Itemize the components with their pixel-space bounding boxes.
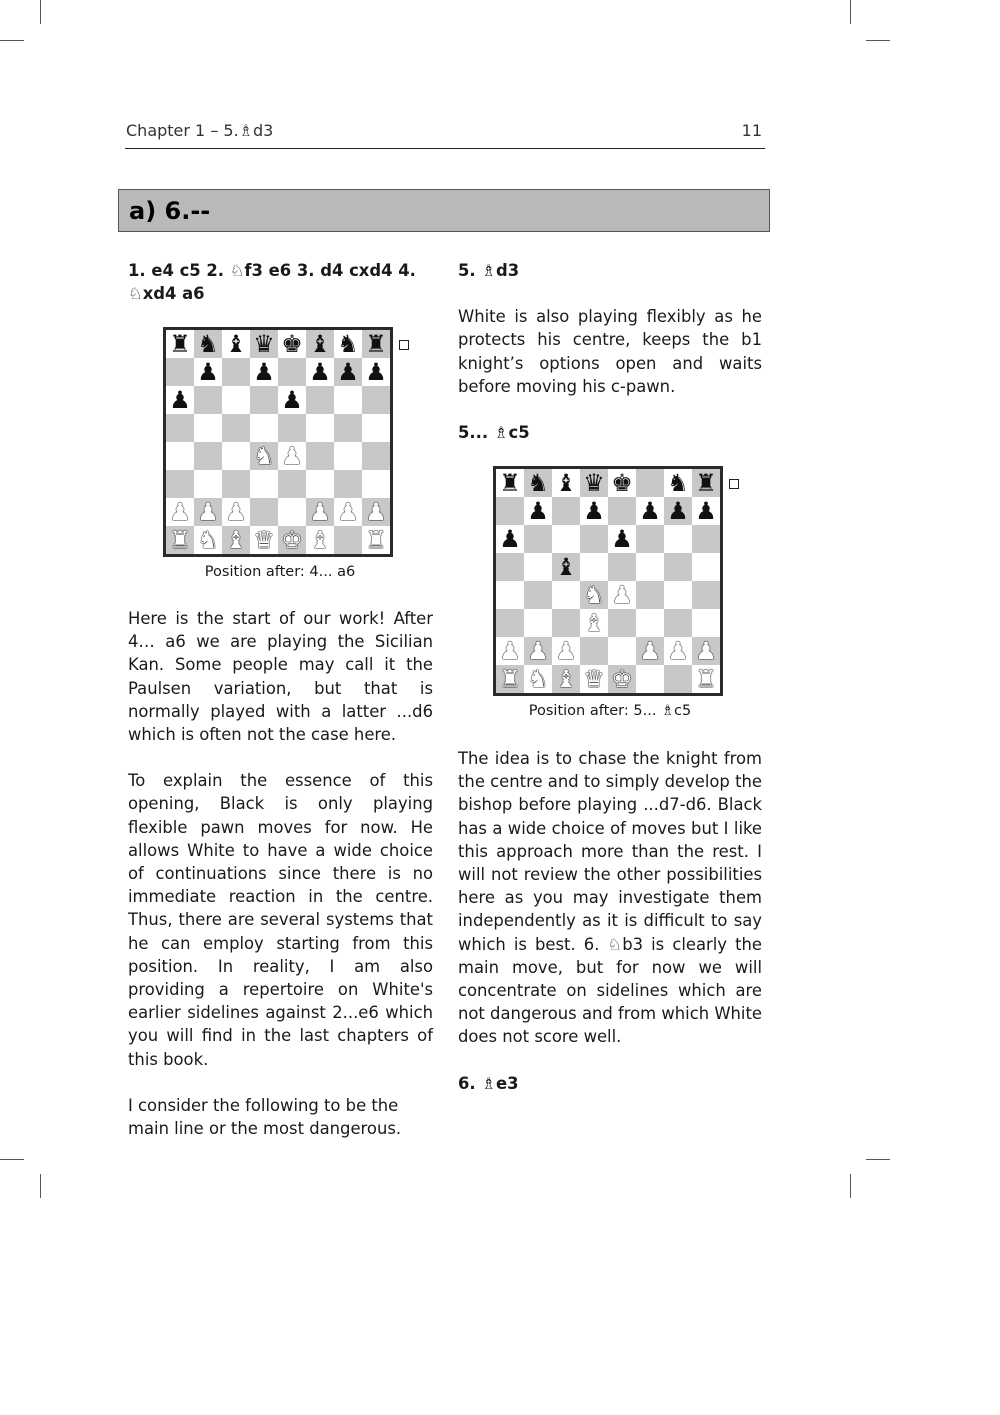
square-c6 (222, 386, 250, 414)
square-a3 (496, 609, 524, 637)
square-f3 (636, 609, 664, 637)
white-queen-icon: ♛ (253, 526, 275, 554)
header-rule (125, 148, 765, 149)
white-bishop-icon: ♝ (583, 609, 605, 637)
white-pawn-icon: ♟ (309, 498, 331, 526)
white-knight-icon: ♞ (527, 665, 549, 693)
square-h5 (692, 553, 720, 581)
square-f3 (306, 470, 334, 498)
white-queen-icon: ♛ (583, 665, 605, 693)
square-d5 (250, 414, 278, 442)
square-h6 (362, 386, 390, 414)
black-pawn-icon: ♟ (667, 497, 689, 525)
square-c7 (552, 497, 580, 525)
square-e5 (608, 553, 636, 581)
black-queen-icon: ♛ (253, 330, 275, 358)
paragraph: The idea is to chase the knight from the centre and to simply develop the bishop before playing ...d7-d6. Black has a wide choice of moves but I like this approach more than the rest. I will not review the other possibilities here as you may investigate them independently as it is difficult to say which is best. 6. ♘b3 is clearly the main move, but for now we will concentrate on sidelines which are not dangerous and from which White does not score well. (458, 749, 762, 1047)
black-rook-icon: ♜ (169, 330, 191, 358)
black-pawn-icon: ♟ (197, 358, 219, 386)
black-pawn-icon: ♟ (169, 386, 191, 414)
white-bishop-icon: ♝ (309, 526, 331, 554)
square-b4 (194, 442, 222, 470)
square-b3 (194, 470, 222, 498)
square-a4 (496, 581, 524, 609)
white-rook-icon: ♜ (499, 665, 521, 693)
crop-mark (866, 1159, 890, 1160)
black-bishop-icon: ♝ (555, 469, 577, 497)
square-f5 (636, 553, 664, 581)
square-e7 (278, 358, 306, 386)
square-g4 (664, 581, 692, 609)
square-g3 (664, 609, 692, 637)
square-a5 (166, 414, 194, 442)
black-pawn-icon: ♟ (695, 497, 717, 525)
section-heading-box (118, 189, 770, 232)
paragraph: To explain the essence of this opening, Black is only playing flexible pawn moves for now. He allows White to have a wide choice of continuations since there is no immediate reaction in the centre. Thus, there are several systems that he can employ starting from this position. In reality, I am also providing a repertoire on White's earlier sidelines against 2...e6 which you will find in the last chapters of this book. (128, 771, 433, 1069)
black-king-icon: ♚ (281, 330, 303, 358)
square-f6 (636, 525, 664, 553)
square-h4 (362, 442, 390, 470)
square-e7 (608, 497, 636, 525)
white-pawn-icon: ♟ (197, 498, 219, 526)
square-d6 (580, 525, 608, 553)
white-pawn-icon: ♟ (365, 498, 387, 526)
white-bishop-icon: ♝ (225, 526, 247, 554)
square-b5 (524, 553, 552, 581)
right-text-bottom (458, 747, 762, 1095)
square-g5 (334, 414, 362, 442)
black-pawn-icon: ♟ (611, 525, 633, 553)
paragraph: Here is the start of our work! After 4… a6 we are playing the Sicilian Kan. Some people may call it the Paulsen variation, but that is normally played with a latter ...d6 which is often not the case here. (128, 609, 433, 745)
diagram-caption-2: Position after: 5... ♗c5 (528, 703, 692, 719)
square-d3 (250, 470, 278, 498)
square-a3 (166, 470, 194, 498)
crop-mark (850, 1174, 851, 1198)
square-b3 (524, 609, 552, 637)
crop-mark (40, 0, 41, 24)
square-d2 (580, 637, 608, 665)
square-a7 (166, 358, 194, 386)
side-to-move-indicator (729, 479, 739, 489)
square-e3 (278, 470, 306, 498)
right-text-top (458, 259, 762, 444)
square-b5 (194, 414, 222, 442)
square-b6 (194, 386, 222, 414)
white-knight-icon: ♞ (253, 442, 275, 470)
black-knight-icon: ♞ (527, 469, 549, 497)
black-pawn-icon: ♟ (583, 497, 605, 525)
paragraph: White is also playing flexibly as he protects his centre, keeps the b1 knight’s options open and waits before moving his c-pawn. (458, 307, 762, 396)
black-rook-icon: ♜ (695, 469, 717, 497)
white-pawn-icon: ♟ (169, 498, 191, 526)
black-bishop-icon: ♝ (555, 553, 577, 581)
square-d5 (580, 553, 608, 581)
white-rook-icon: ♜ (695, 665, 717, 693)
crop-mark (866, 40, 890, 41)
white-bishop-icon: ♝ (555, 665, 577, 693)
square-g1 (664, 665, 692, 693)
black-knight-icon: ♞ (337, 330, 359, 358)
white-rook-icon: ♜ (169, 526, 191, 554)
square-a4 (166, 442, 194, 470)
running-head (126, 121, 764, 141)
white-pawn-icon: ♟ (337, 498, 359, 526)
square-f6 (306, 386, 334, 414)
white-pawn-icon: ♟ (527, 637, 549, 665)
square-c3 (222, 470, 250, 498)
diagram-caption-1: Position after: 4... a6 (204, 564, 356, 580)
black-pawn-icon: ♟ (337, 358, 359, 386)
white-pawn-icon: ♟ (695, 637, 717, 665)
square-f4 (636, 581, 664, 609)
square-d6 (250, 386, 278, 414)
move-heading: 5... ♗c5 (458, 423, 530, 443)
crop-mark (850, 0, 851, 24)
square-h6 (692, 525, 720, 553)
move-heading: 5. ♗d3 (458, 261, 520, 280)
move-heading: 6. ♗e3 (458, 1073, 519, 1093)
black-pawn-icon: ♟ (365, 358, 387, 386)
white-pawn-icon: ♟ (225, 498, 247, 526)
square-h5 (362, 414, 390, 442)
square-g4 (334, 442, 362, 470)
square-c7 (222, 358, 250, 386)
white-pawn-icon: ♟ (639, 637, 661, 665)
black-pawn-icon: ♟ (253, 358, 275, 386)
square-c3 (552, 609, 580, 637)
square-c5 (222, 414, 250, 442)
black-pawn-icon: ♟ (309, 358, 331, 386)
square-h3 (362, 470, 390, 498)
black-pawn-icon: ♟ (527, 497, 549, 525)
black-pawn-icon: ♟ (281, 386, 303, 414)
section-title: a) 6.-- (129, 197, 211, 225)
square-e3 (608, 609, 636, 637)
black-pawn-icon: ♟ (499, 525, 521, 553)
white-pawn-icon: ♟ (499, 637, 521, 665)
white-king-icon: ♚ (611, 665, 633, 693)
black-knight-icon: ♞ (667, 469, 689, 497)
white-pawn-icon: ♟ (611, 581, 633, 609)
black-rook-icon: ♜ (499, 469, 521, 497)
crop-mark (0, 1159, 24, 1160)
chapter-title: Chapter 1 – 5.♗d3 (126, 121, 274, 140)
chess-diagram-2 (493, 466, 723, 696)
square-g6 (334, 386, 362, 414)
square-f5 (306, 414, 334, 442)
square-d2 (250, 498, 278, 526)
side-to-move-indicator (399, 340, 409, 350)
white-knight-icon: ♞ (197, 526, 219, 554)
square-f8 (636, 469, 664, 497)
white-knight-icon: ♞ (583, 581, 605, 609)
black-knight-icon: ♞ (197, 330, 219, 358)
square-a5 (496, 553, 524, 581)
black-bishop-icon: ♝ (309, 330, 331, 358)
square-b4 (524, 581, 552, 609)
left-text-block (128, 607, 433, 1140)
square-e2 (278, 498, 306, 526)
black-rook-icon: ♜ (365, 330, 387, 358)
white-pawn-icon: ♟ (555, 637, 577, 665)
white-rook-icon: ♜ (365, 526, 387, 554)
black-pawn-icon: ♟ (639, 497, 661, 525)
black-bishop-icon: ♝ (225, 330, 247, 358)
crop-mark (40, 1174, 41, 1198)
square-f1 (636, 665, 664, 693)
square-g6 (664, 525, 692, 553)
moves-heading: 1. e4 c5 2. ♘f3 e6 3. d4 cxd4 4. ♘xd4 a6 (128, 261, 416, 304)
crop-mark (0, 40, 24, 41)
square-h3 (692, 609, 720, 637)
square-g1 (334, 526, 362, 554)
white-pawn-icon: ♟ (667, 637, 689, 665)
white-pawn-icon: ♟ (281, 442, 303, 470)
black-queen-icon: ♛ (583, 469, 605, 497)
square-c4 (552, 581, 580, 609)
white-king-icon: ♚ (281, 526, 303, 554)
square-f4 (306, 442, 334, 470)
paragraph: I consider the following to be the main line or the most dangerous. (128, 1095, 402, 1139)
square-e2 (608, 637, 636, 665)
square-c4 (222, 442, 250, 470)
square-a7 (496, 497, 524, 525)
square-c6 (552, 525, 580, 553)
square-e5 (278, 414, 306, 442)
black-king-icon: ♚ (611, 469, 633, 497)
square-h4 (692, 581, 720, 609)
chess-diagram-1 (163, 327, 393, 557)
page-number: 11 (741, 121, 762, 140)
square-g5 (664, 553, 692, 581)
square-g3 (334, 470, 362, 498)
square-b6 (524, 525, 552, 553)
